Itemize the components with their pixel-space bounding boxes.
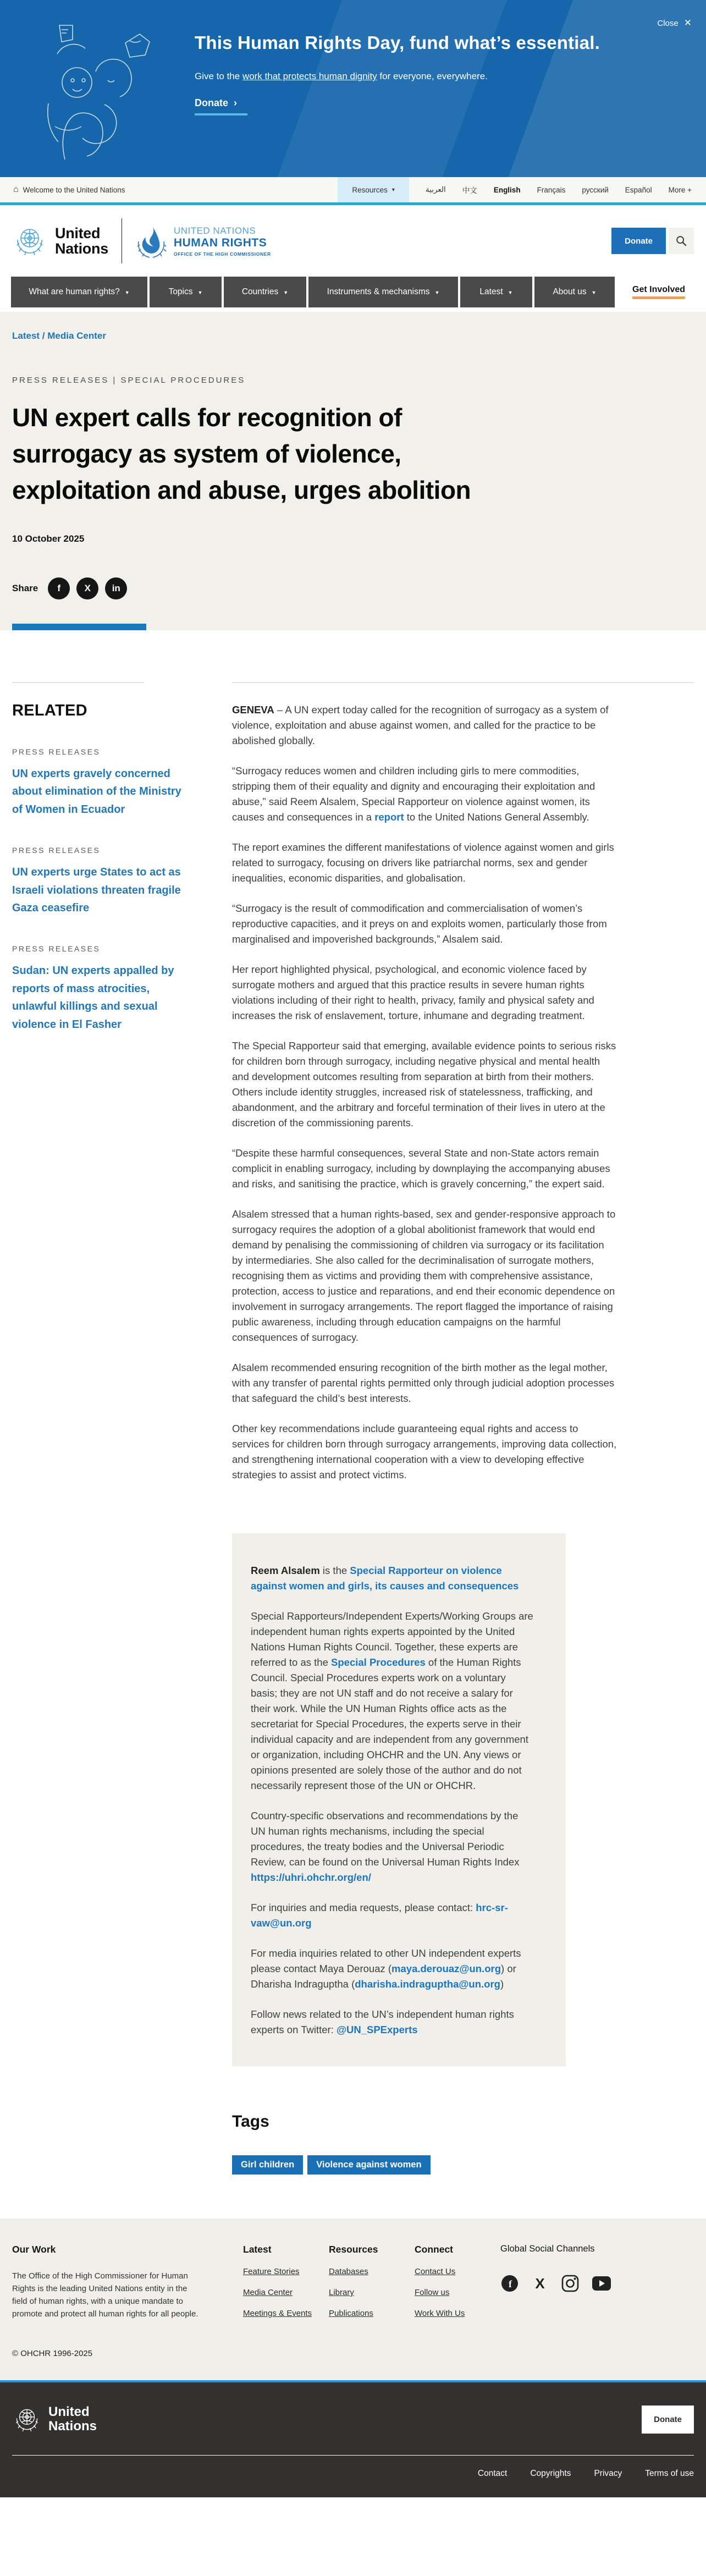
- text-run: “Despite these harmful consequences, several State and non-State actors remain complicit in enabling surrogacy, including by downplaying the accompanying abuses and risks, and sanitising the practice, which is gravely concerning,” the expert said.: [232, 1147, 610, 1190]
- chevron-down-icon: ▼: [591, 290, 597, 295]
- un-wordmark: United Nations: [55, 224, 108, 257]
- text-run: to the United Nations General Assembly.: [404, 811, 589, 823]
- site-header: [0, 205, 706, 277]
- share-linkedin-button[interactable]: [105, 577, 127, 599]
- main-navigation: [0, 277, 706, 312]
- language-[interactable]: русский: [582, 185, 609, 194]
- article-paragraph: [232, 1207, 617, 1345]
- header-donate-button[interactable]: Donate: [611, 228, 666, 254]
- banner-donate-link[interactable]: Donate ›: [195, 97, 238, 109]
- ohchr-line3: OFFICE OF THE HIGH COMMISSIONER: [173, 251, 271, 257]
- text-run: ) or Dharisha Indraguptha (: [251, 1963, 516, 1990]
- text-run: Alsalem recommended ensuring recognition of the birth mother as the legal mother, with any transfer of parental rights permitted only through judicial adoption processes that safeguard the child’s best interests.: [232, 1362, 615, 1404]
- nav-get-involved[interactable]: Get Involved: [632, 285, 685, 299]
- footer-link-publications[interactable]: Publications: [329, 2309, 373, 2318]
- share-facebook-button[interactable]: [48, 577, 70, 599]
- language-switcher: [409, 177, 706, 202]
- article-paragraph: [232, 763, 617, 825]
- related-item-eyebrow: PRESS RELEASES: [12, 747, 101, 756]
- bottom-divider: [12, 2455, 694, 2456]
- chevron-down-icon: ▾: [391, 186, 395, 193]
- un-wordmark-bottom: United Nations: [48, 2404, 97, 2434]
- article-paragraph: [232, 1360, 617, 1406]
- un-bottom-bar: [0, 2382, 706, 2497]
- language-fran-ais[interactable]: Français: [537, 185, 566, 194]
- un-emblem-icon: [12, 223, 47, 258]
- bold-text: Reem Alsalem: [251, 1565, 320, 1576]
- language-[interactable]: 中文: [462, 186, 477, 195]
- inline-link[interactable]: Special Rapporteur on violence against women and girls, its causes and consequences: [251, 1565, 519, 1592]
- banner-title: This Human Rights Day, fund what’s essential.: [195, 32, 600, 53]
- footer-link-contact-us[interactable]: Contact Us: [415, 2267, 456, 2276]
- bottom-link-contact[interactable]: Contact: [477, 2469, 508, 2478]
- bold-text: GENEVA: [232, 704, 274, 715]
- legal-links: [12, 2469, 694, 2479]
- article-paragraph: [232, 1421, 617, 1483]
- nav-item-what-are-human-rights[interactable]: [11, 277, 147, 307]
- footer-column-heading: Resources: [329, 2244, 378, 2255]
- language-english[interactable]: English: [493, 185, 521, 194]
- related-heading: RELATED: [12, 702, 87, 719]
- tag-girl-children[interactable]: Girl children: [232, 2155, 303, 2175]
- copyright: © OHCHR 1996-2025: [12, 2349, 93, 2358]
- article-date: 10 October 2025: [12, 533, 85, 544]
- text-run: “Surrogacy is the result of commodification and commercialisation of women’s reproductive capacities, and it preys on and exploits women, particularly those from marginalised and impoverished backgrounds,” Alsalem said.: [232, 902, 607, 945]
- bottom-link-copyrights[interactable]: Copyrights: [530, 2469, 571, 2478]
- chevron-down-icon: ▼: [197, 290, 203, 295]
- related-item-link[interactable]: Sudan: UN experts appalled by reports of mass atrocities, unlawful killings and sexual violence in El Fasher: [12, 965, 174, 1031]
- article-paragraph: [232, 962, 617, 1023]
- search-icon: [675, 235, 687, 247]
- inline-link[interactable]: hrc-sr-vaw@un.org: [251, 1902, 508, 1929]
- close-label: Close: [657, 18, 679, 28]
- share-label: Share: [12, 583, 38, 593]
- footer-link-media-center[interactable]: Media Center: [243, 2288, 293, 2297]
- ohchr-line1: UNITED NATIONS: [173, 225, 256, 236]
- resources-dropdown[interactable]: Resources ▾: [338, 177, 409, 202]
- article-paragraph: [232, 702, 617, 748]
- infobox-paragraph: [251, 1946, 535, 1992]
- related-item: [12, 944, 232, 1033]
- footer-link-meetings-events[interactable]: Meetings & Events: [243, 2309, 312, 2318]
- related-item-eyebrow: PRESS RELEASES: [12, 944, 101, 954]
- facebook-icon: f: [57, 583, 61, 593]
- facebook-icon[interactable]: [500, 2274, 519, 2293]
- our-work-text: The Office of the High Commissioner for Human Rights is the leading United Nations entity in the field of human rights, with a unique mandate to promote and protect all human rights for all people.: [12, 2271, 198, 2319]
- text-run: The Special Rapporteur said that emerging, available evidence points to serious risks for children born through surrogacy, including negative physical and mental health and development outcomes resulting from separation at birth from their mothers. Others include identity struggles, increased risk of statelessness, trafficking, and abandonment, and the arbitrary and forceful termination of their lives in utero at the discretion of the commissioning parents.: [232, 1040, 616, 1129]
- x-icon[interactable]: [531, 2275, 549, 2292]
- un-logo[interactable]: [12, 223, 108, 258]
- ohchr-logo[interactable]: [135, 223, 271, 259]
- site-footer: [0, 2219, 706, 2380]
- nav-item-label: Countries: [241, 287, 279, 296]
- footer-column-heading: Connect: [415, 2244, 453, 2255]
- article-hero: [0, 312, 706, 630]
- svg-text:X: X: [535, 2275, 545, 2292]
- article-paragraph: [232, 1038, 617, 1131]
- footer-column-heading: Latest: [243, 2244, 272, 2255]
- article-top-divider: [232, 682, 694, 683]
- close-icon: ✕: [683, 18, 692, 28]
- breadcrumb[interactable]: Latest / Media Center: [12, 331, 106, 341]
- donate-underline-accent: [195, 113, 247, 115]
- tag-violence-against-women[interactable]: Violence against women: [307, 2155, 430, 2175]
- related-item: [12, 846, 232, 917]
- nav-item-label: Instruments & mechanisms: [327, 287, 430, 296]
- inline-link[interactable]: maya.derouaz@un.org: [391, 1963, 501, 1974]
- language-more[interactable]: More +: [668, 185, 692, 194]
- infobox-paragraph: [251, 1563, 535, 1594]
- inline-link[interactable]: report: [374, 811, 404, 823]
- nav-items: [11, 277, 617, 307]
- nav-item-latest[interactable]: [460, 277, 532, 307]
- youtube-icon[interactable]: [592, 2276, 611, 2291]
- text-run: is the: [319, 1565, 350, 1576]
- chevron-down-icon: ▼: [434, 290, 440, 295]
- text-run: of the Human Rights Council. Special Procedures experts work on a voluntary basis; they are not UN staff and do not receive a salary for their work. While the UN Human Rights office acts as the secretariat for Special Procedures, the experts serve in their individual capacity and are independent from any government or organization, including OHCHR and the UN. Any views or opinions presented are solely those of the author and do not necessarily represent those of the UN or OHCHR.: [251, 1656, 528, 1791]
- related-item-link[interactable]: UN experts gravely concerned about elimination of the Ministry of Women in Ecuador: [12, 768, 181, 816]
- text-run: ): [500, 1978, 504, 1990]
- x-icon: X: [84, 583, 91, 593]
- our-work-heading: Our Work: [12, 2244, 56, 2255]
- infobox-paragraph: [251, 1900, 535, 1931]
- banner-close-button[interactable]: [657, 18, 692, 29]
- article-column: [232, 630, 694, 2219]
- infobox-paragraph: [251, 1609, 535, 1793]
- inline-link[interactable]: @UN_SPExperts: [336, 2024, 418, 2035]
- footer-column-connect: [415, 2244, 500, 2358]
- infobox-paragraph: [251, 1808, 535, 1885]
- article-body: [232, 702, 694, 1483]
- related-item-eyebrow: PRESS RELEASES: [12, 846, 101, 855]
- text-run: Alsalem stressed that a human rights-based, sex and gender-responsive approach to surrogacy requires the adoption of a global abolitionist framework that would end demand by penalising the commissioning of children via surrogacy or its facilitation by intermediaries. She also called for the decriminalisation of surrogate mothers, recognising them as victims and providing them with comprehensive assistance, protection, access to justice and reparations, and end their economic dependence on involvement in surrogacy arrangements. The report flagged the importance of raising public awareness, including through education campaigns on the harmful consequences of surrogacy.: [232, 1208, 616, 1343]
- hero-accent-bar: [12, 624, 146, 630]
- page-title: UN expert calls for recognition of surrogacy as system of violence, exploitation and abuse, urges abolition: [12, 403, 471, 504]
- text-run: Country-specific observations and recommendations by the UN human rights mechanisms, including the special procedures, the treaty bodies and the Universal Periodic Review, can be found on the Universal Human Rights Index: [251, 1810, 520, 1868]
- home-icon: ⌂: [13, 185, 19, 194]
- nav-item-label: Latest: [479, 287, 503, 296]
- footer-link-feature-stories[interactable]: Feature Stories: [243, 2267, 300, 2276]
- footer-link-work-with-us[interactable]: Work With Us: [415, 2309, 465, 2318]
- text-run: – A UN expert today called for the recognition of surrogacy as a system of violence, exploitation and abuse against women, and called for the practice to be abolished globally.: [232, 704, 609, 746]
- language-espa-ol[interactable]: Español: [625, 185, 652, 194]
- bottom-donate-button[interactable]: Donate: [642, 2406, 694, 2434]
- inline-link[interactable]: dharisha.indraguptha@un.org: [355, 1978, 500, 1990]
- infobox-paragraph: [251, 2007, 535, 2038]
- article-paragraph: [232, 901, 617, 947]
- text-run: Her report highlighted physical, psychological, and economic violence faced by surrogate mothers and argued that this practice results in severe human rights violations including of their right to health, privacy, family and physical safety and increases the risk of enslavement, torture, inhumane and degrading treatment.: [232, 964, 594, 1021]
- nav-item-label: Topics: [168, 287, 193, 296]
- nav-item-label: What are human rights?: [29, 287, 120, 296]
- nav-item-countries[interactable]: [224, 277, 306, 307]
- welcome-link[interactable]: ⌂ Welcome to the United Nations: [13, 185, 125, 194]
- footer-column-latest: [243, 2244, 329, 2358]
- faces-line-art-illustration: [43, 21, 153, 165]
- related-item-link[interactable]: UN experts urge States to act as Israeli violations threaten fragile Gaza ceasefire: [12, 866, 181, 914]
- text-run: Other key recommendations include guaranteeing equal rights and access to services for children born through surrogacy arrangements, improving data collection, and strengthening international cooperation with a view to developing effective strategies to assist and protect victims.: [232, 1423, 617, 1480]
- chevron-down-icon: ▼: [124, 290, 130, 295]
- content-area: [0, 630, 706, 2219]
- chevron-down-icon: ▼: [283, 290, 289, 295]
- article-eyebrow: PRESS RELEASES | SPECIAL PROCEDURES: [12, 376, 246, 385]
- ohchr-line2: HUMAN RIGHTS: [173, 236, 267, 249]
- un-emblem-white-icon: [12, 2404, 42, 2434]
- footer-link-follow-us[interactable]: Follow us: [415, 2288, 450, 2297]
- footer-link-library[interactable]: Library: [329, 2288, 354, 2297]
- text-run: Special Rapporteurs/Independent Experts/Working Groups are independent human rights experts appointed by the United Nations Human Rights Council. Together, these experts are referred to as the: [251, 1610, 533, 1668]
- article-paragraph: [232, 840, 617, 886]
- nav-item-about-us[interactable]: [534, 277, 615, 307]
- banner-subtitle: Give to the work that protects human dignity for everyone, everywhere.: [195, 71, 488, 82]
- article-paragraph: [232, 1146, 617, 1192]
- search-button[interactable]: [669, 228, 694, 254]
- text-run: “Surrogacy reduces women and children including girls to mere commodities, stripping them of their equality and dignity and encouraging their exploitation and abuse,” said Reem Alsalem, Special Rapporteur on violence against women, its causes and consequences in a: [232, 765, 595, 823]
- tags-section: [232, 2112, 694, 2219]
- text-run: The report examines the different manifestations of violence against women and girls related to surrogacy, focusing on drivers like patriarchal norms, sex and gender inequalities, economic disparities, and globalisation.: [232, 841, 614, 884]
- text-run: For inquiries and media requests, please contact:: [251, 1902, 476, 1913]
- banner-subtitle-link[interactable]: work that protects human dignity: [242, 71, 377, 82]
- footer-our-work: [12, 2244, 202, 2358]
- bottom-link-privacy[interactable]: Privacy: [594, 2469, 622, 2478]
- tags-heading: Tags: [232, 2112, 269, 2131]
- sidebar-divider: [12, 682, 144, 683]
- special-rapporteur-infobox: [232, 1533, 566, 2066]
- bottom-link-terms-of-use[interactable]: Terms of use: [645, 2469, 694, 2478]
- nav-item-topics[interactable]: [150, 277, 222, 307]
- nav-item-instruments-mechanisms[interactable]: [308, 277, 458, 307]
- related-sidebar: [12, 630, 232, 2219]
- inline-link[interactable]: Special Procedures: [331, 1656, 426, 1668]
- footer-social: [500, 2244, 694, 2358]
- share-row: [12, 577, 694, 599]
- language-[interactable]: العربية: [425, 185, 446, 194]
- text-run: For media inquiries related to other UN independent experts please contact Maya Derouaz (: [251, 1947, 521, 1974]
- svg-text:f: f: [509, 2278, 512, 2289]
- instagram-icon[interactable]: [561, 2274, 580, 2293]
- footer-column-resources: [329, 2244, 415, 2358]
- nav-item-label: About us: [553, 287, 587, 296]
- un-utility-bar: [0, 177, 706, 202]
- social-heading: Global Social Channels: [500, 2244, 595, 2254]
- chevron-right-icon: ›: [234, 97, 238, 109]
- linkedin-icon: in: [112, 583, 120, 593]
- related-item: [12, 747, 232, 818]
- share-x-button[interactable]: [76, 577, 98, 599]
- chevron-down-icon: ▼: [508, 290, 513, 295]
- footer-link-databases[interactable]: Databases: [329, 2267, 368, 2276]
- text-run: Follow news related to the UN’s independent human rights experts on Twitter:: [251, 2008, 514, 2035]
- promo-banner: [0, 0, 706, 177]
- ohchr-flame-icon: [135, 223, 167, 259]
- inline-link[interactable]: https://uhri.ohchr.org/en/: [251, 1872, 371, 1883]
